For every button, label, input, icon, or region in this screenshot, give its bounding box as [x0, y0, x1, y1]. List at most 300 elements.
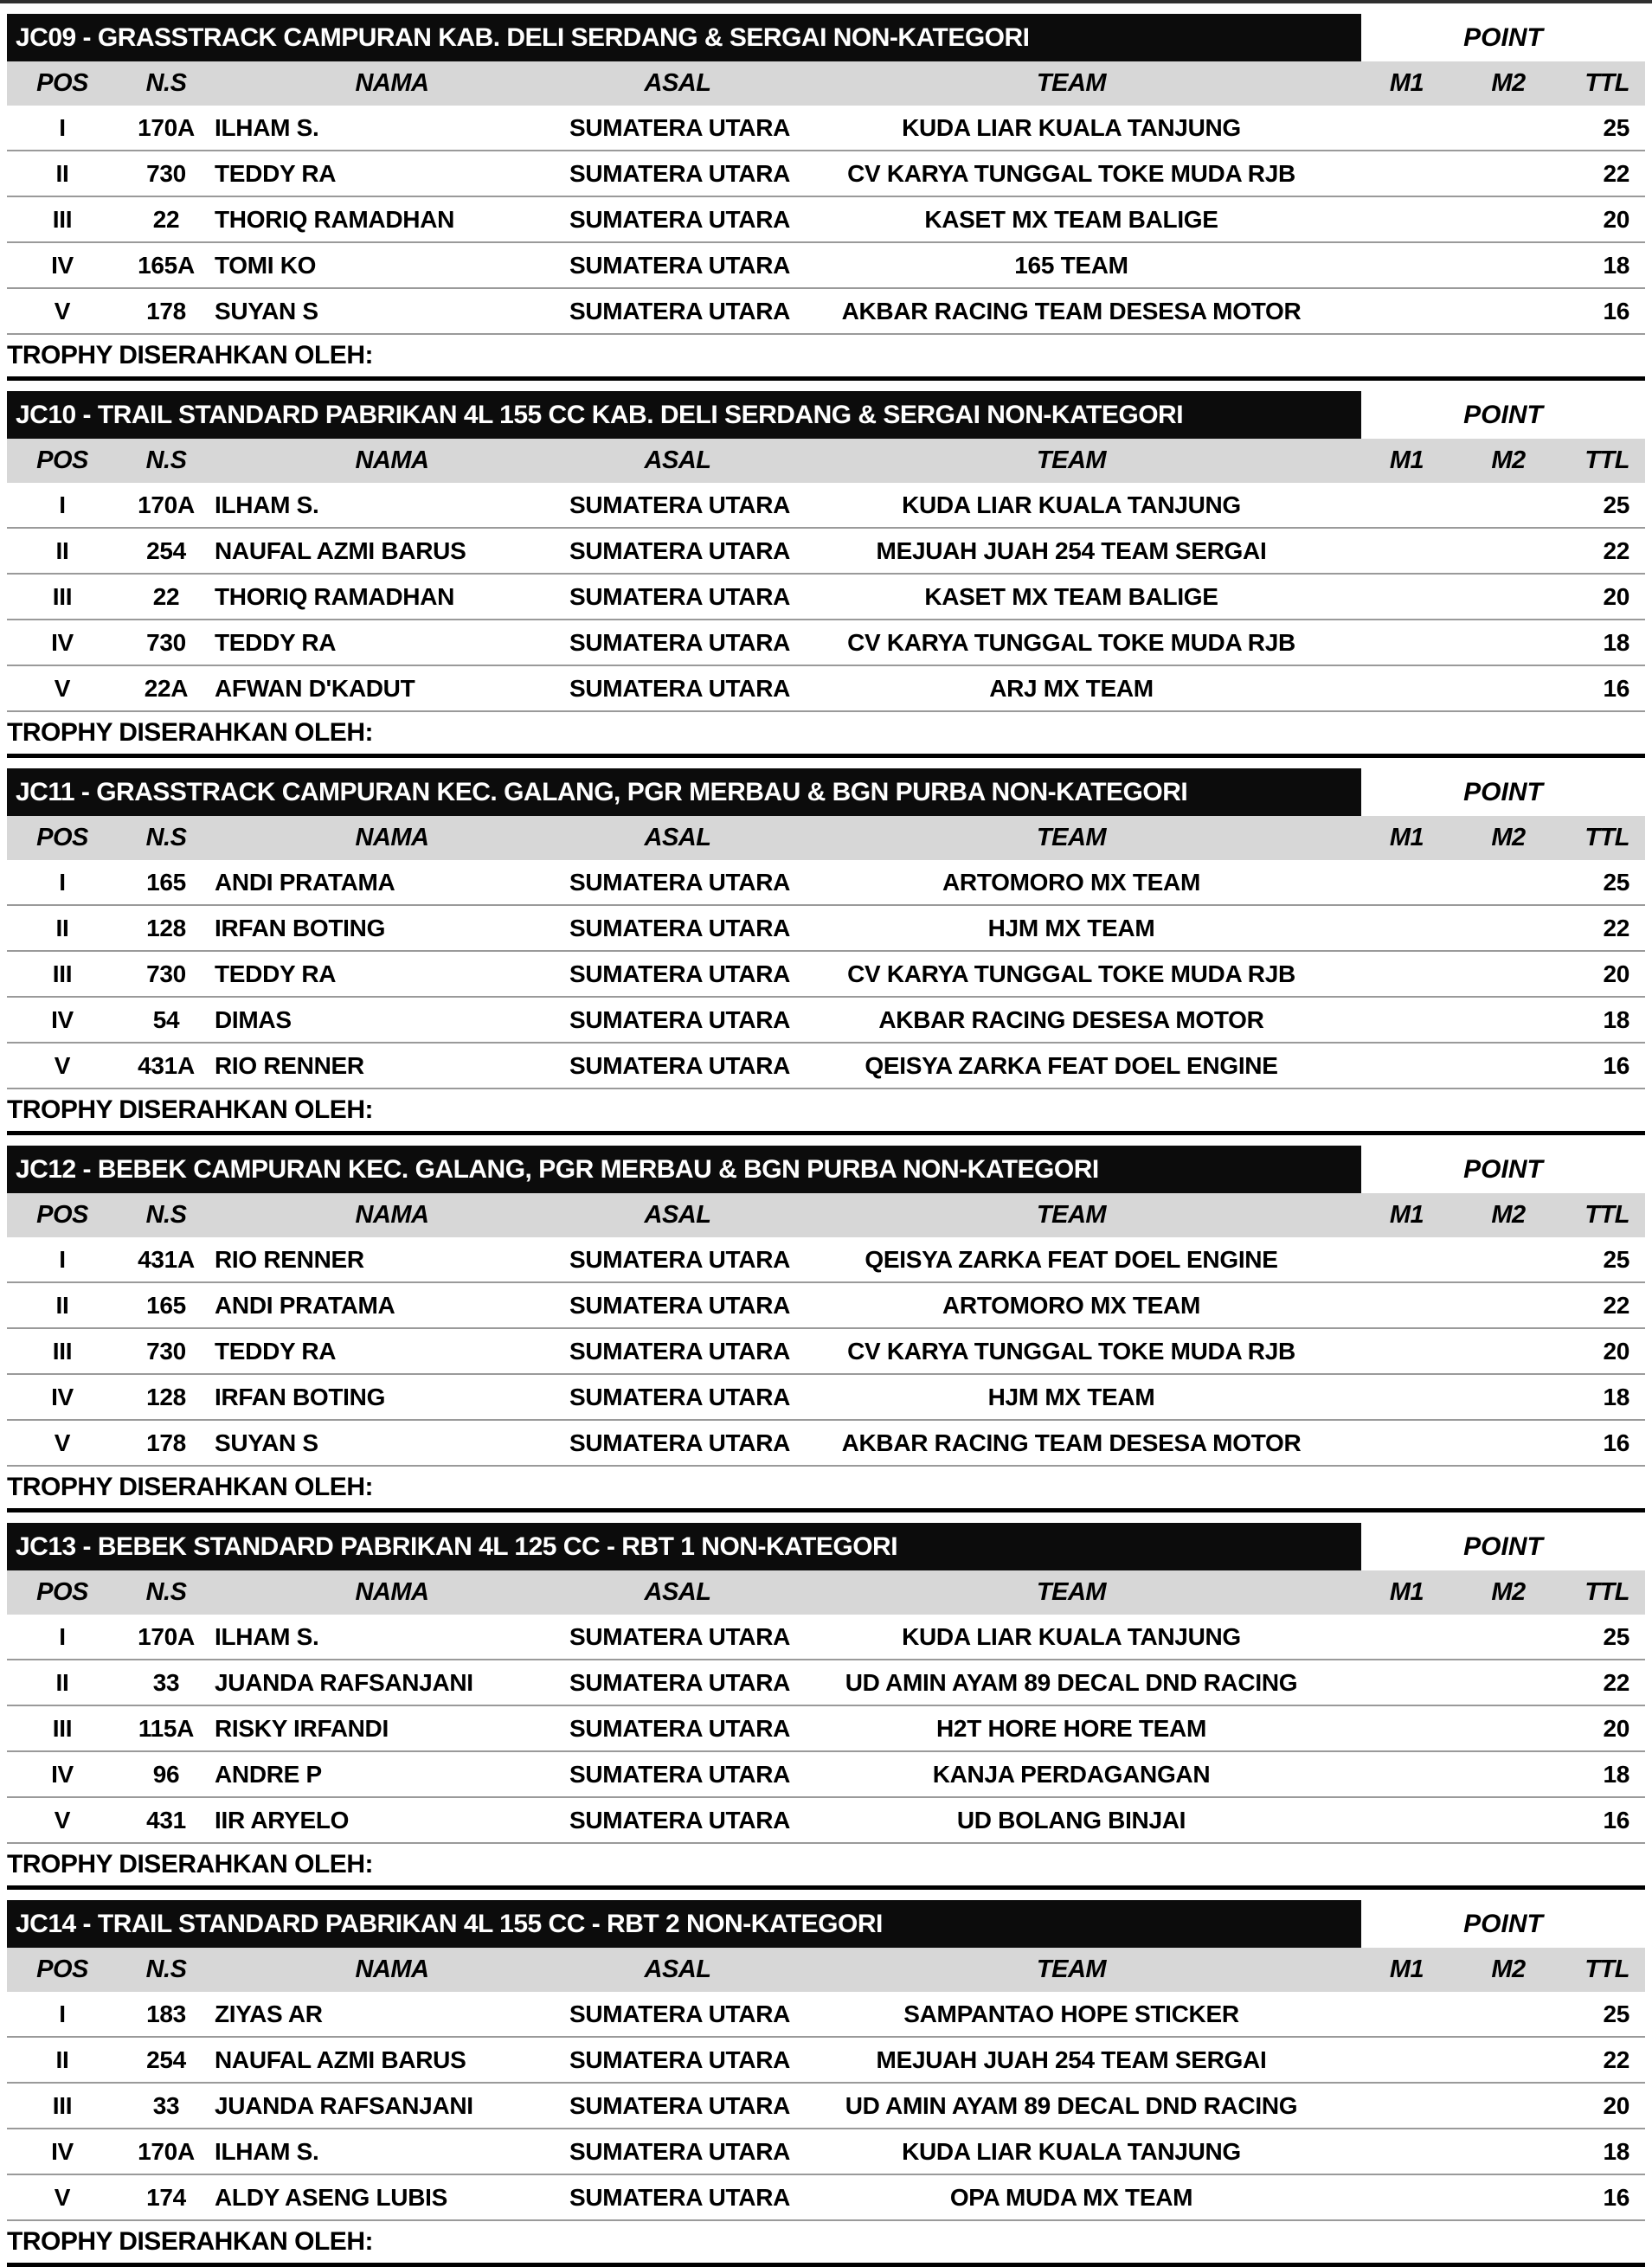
cell-rider-name: SUYAN S: [215, 1429, 318, 1456]
column-header-ns: N.S: [145, 824, 187, 851]
cell-position: V: [54, 1051, 71, 1079]
cell-position: II: [55, 536, 69, 564]
category-section: [0, 391, 1652, 758]
table-row: [7, 1796, 1645, 1842]
table-body: [7, 106, 1645, 333]
cell-origin: SUMATERA UTARA: [569, 159, 791, 187]
cell-start-number: 730: [146, 159, 186, 187]
cell-team: KANJA PERDAGANGAN: [932, 1760, 1211, 1788]
cell-team: AKBAR RACING TEAM DESESA MOTOR: [841, 1429, 1302, 1456]
trophy-label: TROPHY DISERAHKAN OLEH:: [7, 1842, 1645, 1885]
cell-origin: SUMATERA UTARA: [569, 1806, 791, 1834]
column-header-ns: N.S: [145, 1578, 187, 1606]
cell-team: CV KARYA TUNGGAL TOKE MUDA RJB: [847, 960, 1295, 987]
cell-team: KUDA LIAR KUALA TANJUNG: [902, 2137, 1241, 2165]
cell-start-number: 170A: [138, 2137, 195, 2165]
cell-position: IV: [51, 1005, 74, 1033]
column-header-asal: ASAL: [644, 1578, 711, 1606]
cell-team: QEISYA ZARKA FEAT DOEL ENGINE: [865, 1051, 1278, 1079]
table-row: [7, 1042, 1645, 1088]
cell-team: AKBAR RACING DESESA MOTOR: [878, 1005, 1264, 1033]
cell-position: II: [55, 1291, 69, 1319]
cell-total-point: 20: [1603, 205, 1630, 233]
cell-origin: SUMATERA UTARA: [569, 1051, 791, 1079]
cell-total-point: 16: [1603, 1429, 1630, 1456]
cell-origin: SUMATERA UTARA: [569, 1714, 791, 1742]
cell-total-point: 20: [1603, 960, 1630, 987]
cell-start-number: 431A: [138, 1051, 195, 1079]
cell-rider-name: IRFAN BOTING: [215, 914, 386, 941]
cell-origin: SUMATERA UTARA: [569, 251, 791, 279]
cell-start-number: 174: [146, 2183, 186, 2211]
column-header-ns: N.S: [145, 1956, 187, 1983]
column-header-ns: N.S: [145, 69, 187, 97]
cell-origin: SUMATERA UTARA: [569, 914, 791, 941]
cell-position: IV: [51, 1383, 74, 1410]
cell-team: KASET MX TEAM BALIGE: [924, 205, 1218, 233]
section-divider: [7, 376, 1645, 381]
cell-origin: SUMATERA UTARA: [569, 491, 791, 518]
cell-rider-name: ILHAM S.: [215, 113, 319, 141]
cell-team: CV KARYA TUNGGAL TOKE MUDA RJB: [847, 159, 1295, 187]
cell-origin: SUMATERA UTARA: [569, 960, 791, 987]
table-body: [7, 1237, 1645, 1465]
cell-position: IV: [51, 251, 74, 279]
column-header-asal: ASAL: [644, 1956, 711, 1983]
column-header-m2: M2: [1491, 1201, 1526, 1229]
cell-start-number: 730: [146, 1337, 186, 1365]
cell-rider-name: ILHAM S.: [215, 491, 319, 518]
column-header-m1: M1: [1389, 1578, 1424, 1606]
column-header-nama: NAMA: [355, 446, 429, 474]
column-header-nama: NAMA: [355, 69, 429, 97]
column-header-m2: M2: [1491, 1578, 1526, 1606]
table-row: [7, 1615, 1645, 1659]
table-row: [7, 1419, 1645, 1465]
cell-rider-name: DIMAS: [215, 1005, 292, 1033]
cell-start-number: 128: [146, 914, 186, 941]
cell-team: SAMPANTAO HOPE STICKER: [903, 2000, 1239, 2027]
cell-position: V: [54, 2183, 71, 2211]
cell-team: KUDA LIAR KUALA TANJUNG: [902, 491, 1241, 518]
cell-origin: SUMATERA UTARA: [569, 113, 791, 141]
page-top-border: [0, 0, 1652, 3]
cell-total-point: 20: [1603, 582, 1630, 610]
cell-origin: SUMATERA UTARA: [569, 582, 791, 610]
section-divider: [7, 1885, 1645, 1890]
cell-total-point: 18: [1603, 1760, 1630, 1788]
cell-position: IV: [51, 2137, 74, 2165]
section-title: JC10 - TRAIL STANDARD PABRIKAN 4L 155 CC KAB. DELI SERDANG & SERGAI NON-KATEGORI: [16, 400, 1184, 429]
cell-position: IV: [51, 628, 74, 656]
cell-start-number: 33: [152, 2091, 180, 2119]
column-header-m1: M1: [1389, 1956, 1424, 1983]
section-header-bar: [7, 768, 1361, 816]
cell-start-number: 170A: [138, 491, 195, 518]
cell-origin: SUMATERA UTARA: [569, 628, 791, 656]
cell-team: ARJ MX TEAM: [989, 674, 1154, 702]
cell-team: MEJUAH JUAH 254 TEAM SERGAI: [876, 2045, 1267, 2073]
column-header-pos: POS: [36, 1956, 88, 1983]
category-section: [0, 1900, 1652, 2267]
column-header-m2: M2: [1491, 824, 1526, 851]
cell-start-number: 96: [152, 1760, 180, 1788]
point-label: POINT: [1463, 400, 1543, 429]
cell-origin: SUMATERA UTARA: [569, 2045, 791, 2073]
table-row: [7, 1327, 1645, 1373]
column-header-row: [7, 1193, 1645, 1237]
cell-total-point: 25: [1603, 1622, 1630, 1650]
table-row: [7, 573, 1645, 619]
cell-total-point: 22: [1603, 1291, 1630, 1319]
cell-rider-name: IIR ARYELO: [215, 1806, 350, 1834]
cell-origin: SUMATERA UTARA: [569, 1337, 791, 1365]
column-header-m2: M2: [1491, 446, 1526, 474]
cell-rider-name: TEDDY RA: [215, 1337, 337, 1365]
cell-rider-name: TOMI KO: [215, 251, 317, 279]
table-row: [7, 950, 1645, 996]
column-header-m2: M2: [1491, 1956, 1526, 1983]
cell-rider-name: TEDDY RA: [215, 628, 337, 656]
column-header-ns: N.S: [145, 1201, 187, 1229]
cell-rider-name: THORIQ RAMADHAN: [215, 205, 455, 233]
cell-total-point: 16: [1603, 1051, 1630, 1079]
cell-rider-name: JUANDA RAFSANJANI: [215, 1668, 473, 1696]
table-row: [7, 483, 1645, 527]
cell-total-point: 25: [1603, 113, 1630, 141]
cell-team: QEISYA ZARKA FEAT DOEL ENGINE: [865, 1245, 1278, 1273]
table-body: [7, 1615, 1645, 1842]
section-header-bar: [7, 1523, 1361, 1570]
cell-rider-name: NAUFAL AZMI BARUS: [215, 536, 466, 564]
table-row: [7, 287, 1645, 333]
cell-team: OPA MUDA MX TEAM: [949, 2183, 1193, 2211]
cell-position: II: [55, 1668, 69, 1696]
column-header-m1: M1: [1389, 69, 1424, 97]
cell-position: IV: [51, 1760, 74, 1788]
table-row: [7, 619, 1645, 665]
table-row: [7, 241, 1645, 287]
trophy-label: TROPHY DISERAHKAN OLEH:: [7, 2219, 1645, 2263]
category-section: [0, 1146, 1652, 1512]
trophy-label: TROPHY DISERAHKAN OLEH:: [7, 1465, 1645, 1508]
cell-rider-name: ANDI PRATAMA: [215, 1291, 395, 1319]
cell-position: I: [59, 113, 66, 141]
column-header-pos: POS: [36, 1578, 88, 1606]
cell-total-point: 18: [1603, 251, 1630, 279]
cell-position: V: [54, 674, 71, 702]
cell-origin: SUMATERA UTARA: [569, 1383, 791, 1410]
section-header-bar: [7, 1900, 1361, 1948]
table-row: [7, 2036, 1645, 2082]
cell-total-point: 22: [1603, 159, 1630, 187]
cell-position: III: [52, 2091, 73, 2119]
column-header-ttl: TTL: [1585, 1578, 1630, 1606]
cell-rider-name: TEDDY RA: [215, 159, 337, 187]
table-row: [7, 1373, 1645, 1419]
table-row: [7, 1281, 1645, 1327]
section-title: JC11 - GRASSTRACK CAMPURAN KEC. GALANG, PGR MERBAU & BGN PURBA NON-KATEGORI: [16, 777, 1188, 806]
cell-total-point: 25: [1603, 2000, 1630, 2027]
cell-team: KASET MX TEAM BALIGE: [924, 582, 1218, 610]
column-header-m1: M1: [1389, 824, 1424, 851]
cell-start-number: 170A: [138, 1622, 195, 1650]
cell-position: I: [59, 1622, 66, 1650]
column-header-ttl: TTL: [1585, 446, 1630, 474]
cell-origin: SUMATERA UTARA: [569, 536, 791, 564]
table-row: [7, 665, 1645, 710]
section-header: [7, 14, 1645, 61]
cell-total-point: 18: [1603, 1005, 1630, 1033]
section-header-bar: [7, 14, 1361, 61]
section-header: [7, 1146, 1645, 1193]
section-header: [7, 768, 1645, 816]
cell-rider-name: THORIQ RAMADHAN: [215, 582, 455, 610]
cell-origin: SUMATERA UTARA: [569, 1668, 791, 1696]
cell-start-number: 254: [146, 2045, 186, 2073]
cell-rider-name: ILHAM S.: [215, 2137, 319, 2165]
column-header-nama: NAMA: [355, 824, 429, 851]
column-header-m2: M2: [1491, 69, 1526, 97]
cell-position: III: [52, 960, 73, 987]
section-header: [7, 1523, 1645, 1570]
column-header-row: [7, 61, 1645, 106]
cell-team: UD AMIN AYAM 89 DECAL DND RACING: [845, 1668, 1298, 1696]
column-header-ns: N.S: [145, 446, 187, 474]
cell-position: III: [52, 205, 73, 233]
column-header-asal: ASAL: [644, 824, 711, 851]
table-row: [7, 1992, 1645, 2036]
cell-position: II: [55, 159, 69, 187]
table-row: [7, 904, 1645, 950]
column-header-team: TEAM: [1036, 446, 1107, 474]
cell-origin: SUMATERA UTARA: [569, 1005, 791, 1033]
cell-origin: SUMATERA UTARA: [569, 297, 791, 324]
cell-team: AKBAR RACING TEAM DESESA MOTOR: [841, 297, 1302, 324]
cell-origin: SUMATERA UTARA: [569, 1622, 791, 1650]
cell-total-point: 22: [1603, 914, 1630, 941]
column-header-nama: NAMA: [355, 1201, 429, 1229]
cell-team: HJM MX TEAM: [987, 1383, 1155, 1410]
cell-total-point: 25: [1603, 1245, 1630, 1273]
point-label: POINT: [1463, 777, 1543, 806]
cell-rider-name: RIO RENNER: [215, 1051, 364, 1079]
cell-start-number: 165A: [138, 251, 195, 279]
section-title: JC09 - GRASSTRACK CAMPURAN KAB. DELI SERDANG & SERGAI NON-KATEGORI: [16, 22, 1030, 52]
cell-start-number: 22A: [144, 674, 189, 702]
cell-rider-name: SUYAN S: [215, 297, 318, 324]
column-header-m1: M1: [1389, 446, 1424, 474]
cell-position: II: [55, 2045, 69, 2073]
column-header-ttl: TTL: [1585, 1956, 1630, 1983]
cell-total-point: 16: [1603, 1806, 1630, 1834]
cell-position: V: [54, 297, 71, 324]
cell-origin: SUMATERA UTARA: [569, 2183, 791, 2211]
section-divider: [7, 1508, 1645, 1512]
cell-team: 165 TEAM: [1014, 251, 1128, 279]
cell-origin: SUMATERA UTARA: [569, 1429, 791, 1456]
table-row: [7, 2082, 1645, 2128]
category-section: [0, 1523, 1652, 1890]
table-row: [7, 996, 1645, 1042]
category-section: [0, 768, 1652, 1135]
trophy-label: TROPHY DISERAHKAN OLEH:: [7, 333, 1645, 376]
cell-rider-name: AFWAN D'KADUT: [215, 674, 415, 702]
column-header-pos: POS: [36, 824, 88, 851]
cell-total-point: 25: [1603, 868, 1630, 896]
cell-start-number: 128: [146, 1383, 186, 1410]
cell-origin: SUMATERA UTARA: [569, 1291, 791, 1319]
point-label: POINT: [1463, 1532, 1543, 1561]
column-header-row: [7, 1948, 1645, 1992]
column-header-pos: POS: [36, 1201, 88, 1229]
cell-rider-name: JUANDA RAFSANJANI: [215, 2091, 473, 2119]
section-header: [7, 1900, 1645, 1948]
column-header-row: [7, 439, 1645, 483]
cell-team: ARTOMORO MX TEAM: [942, 1291, 1200, 1319]
section-title: JC13 - BEBEK STANDARD PABRIKAN 4L 125 CC - RBT 1 NON-KATEGORI: [16, 1532, 898, 1561]
cell-team: KUDA LIAR KUALA TANJUNG: [902, 113, 1241, 141]
table-row: [7, 860, 1645, 904]
cell-position: V: [54, 1806, 71, 1834]
cell-team: H2T HORE HORE TEAM: [936, 1714, 1206, 1742]
column-header-team: TEAM: [1036, 824, 1107, 851]
cell-start-number: 431: [146, 1806, 186, 1834]
point-label: POINT: [1463, 1909, 1543, 1938]
cell-total-point: 20: [1603, 1714, 1630, 1742]
point-label: POINT: [1463, 22, 1543, 52]
cell-origin: SUMATERA UTARA: [569, 2137, 791, 2165]
cell-team: ARTOMORO MX TEAM: [942, 868, 1200, 896]
cell-start-number: 170A: [138, 113, 195, 141]
trophy-label: TROPHY DISERAHKAN OLEH:: [7, 710, 1645, 754]
cell-total-point: 16: [1603, 297, 1630, 324]
cell-start-number: 178: [146, 297, 186, 324]
column-header-team: TEAM: [1036, 69, 1107, 97]
column-header-ttl: TTL: [1585, 69, 1630, 97]
cell-origin: SUMATERA UTARA: [569, 205, 791, 233]
cell-start-number: 178: [146, 1429, 186, 1456]
column-header-ttl: TTL: [1585, 824, 1630, 851]
table-row: [7, 1750, 1645, 1796]
category-section: [0, 14, 1652, 381]
cell-team: MEJUAH JUAH 254 TEAM SERGAI: [876, 536, 1267, 564]
cell-total-point: 20: [1603, 2091, 1630, 2119]
table-row: [7, 106, 1645, 150]
cell-start-number: 254: [146, 536, 186, 564]
cell-origin: SUMATERA UTARA: [569, 1760, 791, 1788]
cell-total-point: 18: [1603, 2137, 1630, 2165]
cell-team: HJM MX TEAM: [987, 914, 1155, 941]
cell-start-number: 730: [146, 960, 186, 987]
cell-start-number: 22: [152, 582, 180, 610]
cell-start-number: 165: [146, 1291, 186, 1319]
column-header-team: TEAM: [1036, 1201, 1107, 1229]
cell-position: I: [59, 868, 66, 896]
table-row: [7, 2128, 1645, 2174]
cell-rider-name: TEDDY RA: [215, 960, 337, 987]
cell-rider-name: ILHAM S.: [215, 1622, 319, 1650]
cell-start-number: 431A: [138, 1245, 195, 1273]
column-header-nama: NAMA: [355, 1578, 429, 1606]
cell-origin: SUMATERA UTARA: [569, 1245, 791, 1273]
cell-position: III: [52, 582, 73, 610]
column-header-ttl: TTL: [1585, 1201, 1630, 1229]
cell-origin: SUMATERA UTARA: [569, 674, 791, 702]
cell-position: I: [59, 491, 66, 518]
table-row: [7, 1659, 1645, 1705]
cell-origin: SUMATERA UTARA: [569, 2000, 791, 2027]
table-row: [7, 196, 1645, 241]
section-divider: [7, 2263, 1645, 2267]
cell-rider-name: NAUFAL AZMI BARUS: [215, 2045, 466, 2073]
cell-total-point: 20: [1603, 1337, 1630, 1365]
section-divider: [7, 1131, 1645, 1135]
column-header-team: TEAM: [1036, 1578, 1107, 1606]
table-row: [7, 1705, 1645, 1750]
cell-rider-name: IRFAN BOTING: [215, 1383, 386, 1410]
cell-rider-name: ANDRE P: [215, 1760, 322, 1788]
cell-position: II: [55, 914, 69, 941]
cell-start-number: 33: [152, 1668, 180, 1696]
cell-position: I: [59, 1245, 66, 1273]
cell-team: UD BOLANG BINJAI: [956, 1806, 1186, 1834]
cell-start-number: 730: [146, 628, 186, 656]
cell-total-point: 22: [1603, 1668, 1630, 1696]
cell-total-point: 18: [1603, 628, 1630, 656]
cell-total-point: 25: [1603, 491, 1630, 518]
cell-start-number: 54: [152, 1005, 180, 1033]
column-header-nama: NAMA: [355, 1956, 429, 1983]
table-row: [7, 1237, 1645, 1281]
cell-total-point: 22: [1603, 536, 1630, 564]
cell-total-point: 22: [1603, 2045, 1630, 2073]
column-header-team: TEAM: [1036, 1956, 1107, 1983]
cell-position: III: [52, 1337, 73, 1365]
section-header-bar: [7, 391, 1361, 439]
cell-total-point: 18: [1603, 1383, 1630, 1410]
trophy-label: TROPHY DISERAHKAN OLEH:: [7, 1088, 1645, 1131]
column-header-row: [7, 1570, 1645, 1615]
cell-rider-name: ALDY ASENG LUBIS: [215, 2183, 448, 2211]
section-title: JC14 - TRAIL STANDARD PABRIKAN 4L 155 CC - RBT 2 NON-KATEGORI: [16, 1909, 883, 1938]
cell-position: V: [54, 1429, 71, 1456]
cell-rider-name: RISKY IRFANDI: [215, 1714, 389, 1742]
cell-total-point: 16: [1603, 674, 1630, 702]
cell-rider-name: ZIYAS AR: [215, 2000, 323, 2027]
column-header-asal: ASAL: [644, 446, 711, 474]
point-label: POINT: [1463, 1154, 1543, 1184]
cell-position: III: [52, 1714, 73, 1742]
cell-rider-name: RIO RENNER: [215, 1245, 364, 1273]
section-divider: [7, 754, 1645, 758]
column-header-pos: POS: [36, 69, 88, 97]
section-header: [7, 391, 1645, 439]
cell-team: KUDA LIAR KUALA TANJUNG: [902, 1622, 1241, 1650]
cell-start-number: 115A: [138, 1714, 195, 1742]
column-header-m1: M1: [1389, 1201, 1424, 1229]
table-body: [7, 860, 1645, 1088]
cell-position: I: [59, 2000, 66, 2027]
cell-rider-name: ANDI PRATAMA: [215, 868, 395, 896]
table-row: [7, 2174, 1645, 2219]
column-header-pos: POS: [36, 446, 88, 474]
section-header-bar: [7, 1146, 1361, 1193]
cell-team: UD AMIN AYAM 89 DECAL DND RACING: [845, 2091, 1298, 2119]
column-header-row: [7, 816, 1645, 860]
table-row: [7, 527, 1645, 573]
column-header-asal: ASAL: [644, 69, 711, 97]
